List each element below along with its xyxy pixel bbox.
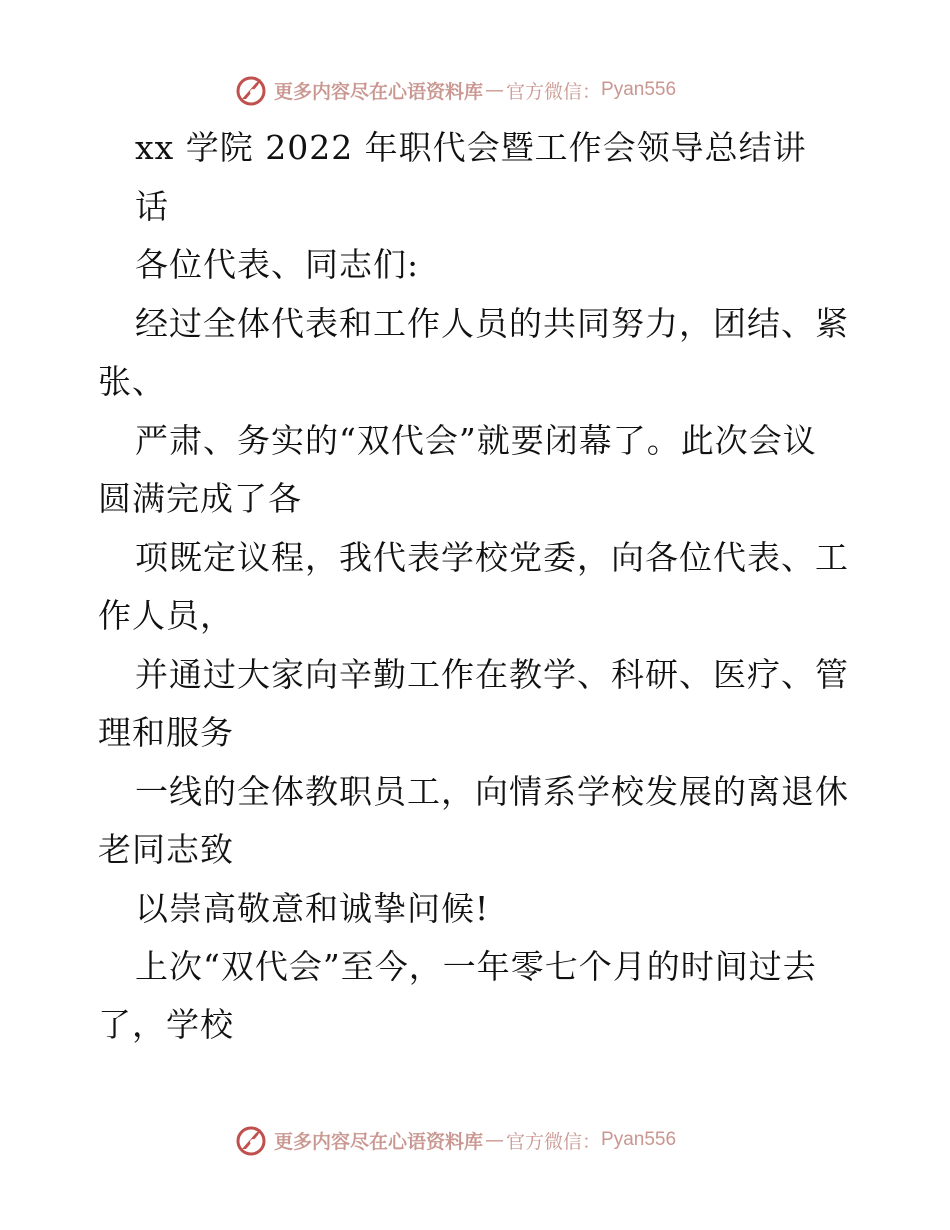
banner-site-text: 更多内容尽在心语资料库 [274,1130,484,1153]
doc-text-line: 老同志致 [98,830,234,869]
doc-text-line: 严肃、务实的“双代会”就要闭幕了。此次会议 [135,421,817,460]
banner-account-id: Pyan556 [601,79,677,100]
doc-text-line: 一线的全体教职员工，向情系学校发展的离退休 [135,772,849,811]
doc-text-line: 并通过大家向辛勤工作在教学、科研、医疗、管 [135,655,849,694]
quill-logo-icon [234,1123,268,1157]
doc-text-line: 作人员， [98,596,234,635]
doc-title-line-2: 话 [135,187,169,226]
doc-title-line-1: xx 学院 2022 年职代会暨工作会领导总结讲 [135,128,807,167]
banner-account-id: Pyan556 [601,1129,677,1150]
doc-text-line: 理和服务 [98,713,234,752]
banner-account-label: 官方微信： [506,1130,602,1153]
banner-site-text: 更多内容尽在心语资料库 [274,80,484,103]
banner-separator: — [485,79,505,101]
banner-separator: — [485,1129,505,1151]
doc-text-line: 圆满完成了各 [98,479,302,518]
doc-text-line: 项既定议程，我代表学校党委，向各位代表、工 [135,538,849,577]
quill-logo-icon [234,73,268,107]
header-watermark-banner [234,70,676,110]
doc-text-line: 经过全体代表和工作人员的共同努力，团结、紧 [135,304,849,343]
banner-account-label: 官方微信： [506,80,602,103]
footer-watermark-banner [234,1120,676,1160]
doc-salutation: 各位代表、同志们: [135,245,420,284]
doc-text-line: 上次“双代会”至今，一年零七个月的时间过去 [135,947,817,986]
doc-text-line: 以崇高敬意和诚挚问候! [135,889,490,928]
doc-text-line: 张、 [98,362,166,401]
doc-text-line: 了，学校 [98,1005,234,1044]
